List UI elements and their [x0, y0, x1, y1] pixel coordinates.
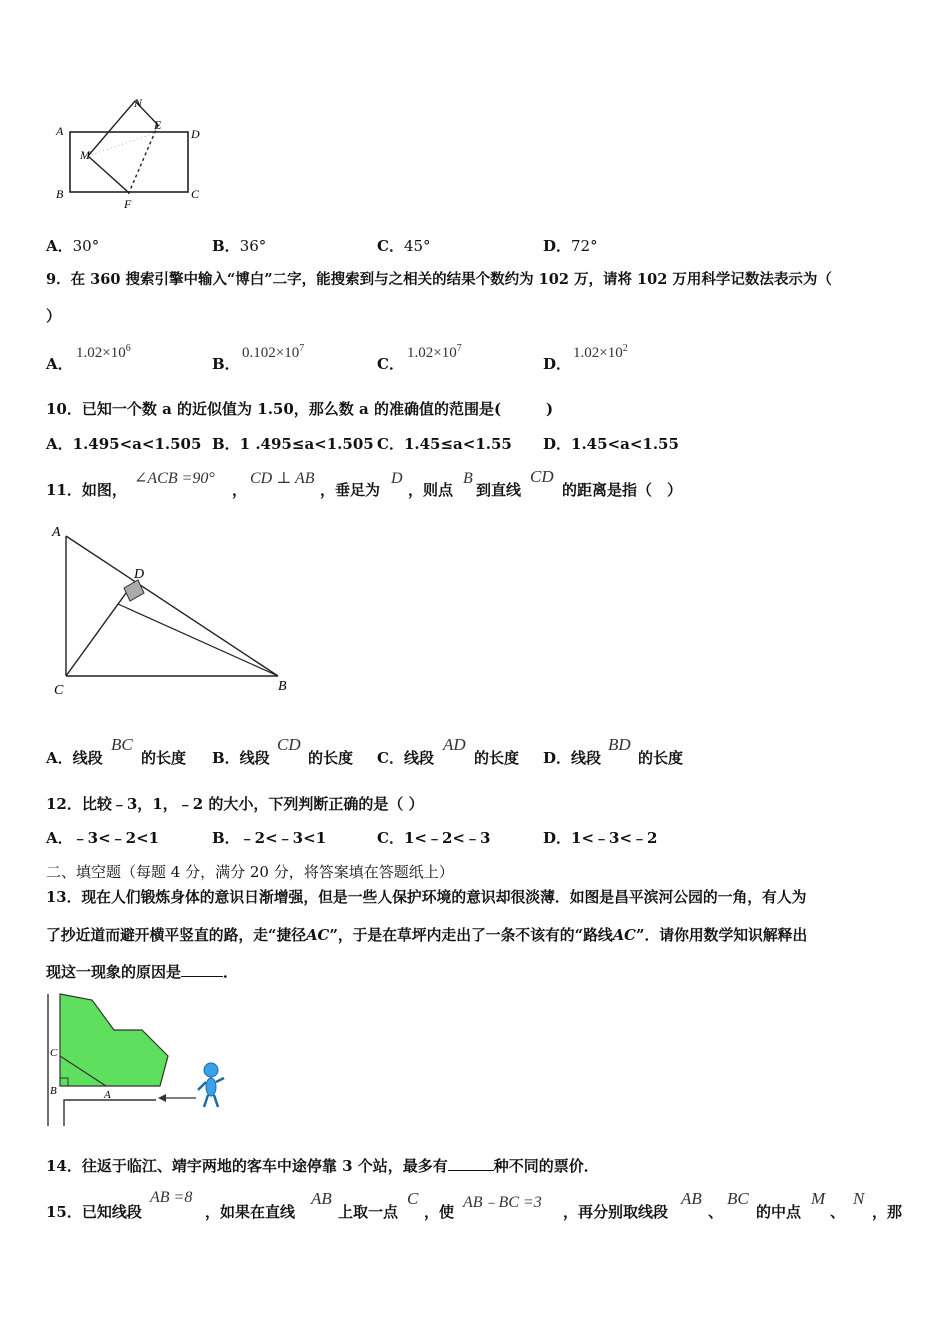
label-a: A [52, 525, 61, 540]
q8-option-a[interactable]: A．30° [46, 237, 100, 255]
label-a: A [56, 124, 64, 138]
label-b: B [50, 1085, 57, 1097]
q12-option-a[interactable]: A．﹣3<﹣2<1 [46, 829, 160, 847]
label-c: C [54, 683, 64, 698]
q10-option-d[interactable]: D．1.45<a<1.55 [543, 435, 679, 453]
q11-option-a-seg: BC [111, 735, 133, 754]
q9-stem: 9．在 360 搜索引擎中输入“博白”二字，能搜索到与之相关的结果个数约为 102 万，请将 102 万用科学记数法表示为（ [46, 271, 832, 288]
q9-option-a-value: $1.02\times 10^6$ [76, 343, 131, 361]
segment-cd [66, 582, 134, 676]
q13-figure [44, 990, 234, 1130]
q11-line-cd: CD [530, 467, 554, 486]
q15-stem-7: ，那 [872, 1203, 903, 1221]
q11-option-c-seg: AD [443, 735, 466, 754]
label-d: D [191, 127, 200, 141]
q13-line-2: 了抄近道而避开横平竖直的路，走“捷径AC”，于是在草坪内走出了一条不该有的“路线AC”．请你用数学知识解释出 [46, 927, 808, 944]
label-n: N [134, 96, 143, 110]
label-m: M [80, 148, 90, 162]
q9-option-c[interactable]: C． [377, 355, 404, 373]
q11-option-c-tail: 的长度 [474, 749, 520, 767]
lawn-area [60, 994, 168, 1086]
q15-stem-5: ，再分别取线段 [563, 1203, 669, 1221]
q10-option-a[interactable]: A．1.495<a<1.505 [46, 435, 202, 453]
q11-perp: CD ⊥ AB [250, 470, 315, 487]
q14-answer-blank[interactable] [448, 1156, 494, 1171]
q11-option-a-tail: 的长度 [141, 749, 187, 767]
q15-stem-4: ，使 [424, 1203, 455, 1221]
q11-comma: ， [232, 481, 248, 499]
q12-option-d[interactable]: D．1<﹣3<﹣2 [543, 829, 658, 847]
q11-stem-4: 到直线 [476, 481, 522, 499]
q15-line-ab: AB [311, 1189, 332, 1208]
q15-equation: AB﹣BC =3 [463, 1194, 542, 1211]
q9-option-c-value: $1.02\times 10^7$ [407, 343, 462, 361]
q15-sep-1: 、 [708, 1203, 724, 1221]
bottom-road-line [64, 1100, 156, 1126]
q15-segment-bc: BC [727, 1189, 749, 1208]
q11-option-c[interactable]: C．线段 [377, 749, 434, 767]
q8-option-d[interactable]: D．72° [543, 237, 598, 255]
q11-stem-5: 的距离是指（ ） [562, 481, 683, 499]
q8-figure [50, 95, 220, 215]
q11-option-b[interactable]: B．线段 [212, 749, 270, 767]
label-c: C [191, 187, 200, 201]
q9-stem-end: ） [46, 307, 62, 325]
q15-point-n: N [853, 1189, 865, 1208]
q15-stem-2: ，如果在直线 [205, 1203, 296, 1221]
segment-b-to-cd [118, 604, 278, 676]
q11-option-d-tail: 的长度 [638, 749, 684, 767]
right-angle-mark [124, 580, 144, 601]
segment-mf [88, 156, 128, 192]
rectangle-abcd [70, 132, 188, 192]
q12-option-c[interactable]: C．1<﹣2<﹣3 [377, 829, 491, 847]
label-f: F [124, 197, 132, 211]
q15-stem-1: 15．已知线段 [46, 1203, 142, 1221]
q10-option-b[interactable]: B．1 .495≤a<1.505 [212, 435, 374, 453]
q15-stem-6: 的中点 [756, 1203, 802, 1221]
label-d: D [134, 567, 145, 582]
q8-option-b[interactable]: B．36° [212, 237, 267, 255]
q11-option-a[interactable]: A．线段 [46, 749, 103, 767]
section-heading-fill-in: 二、填空题（每题 4 分，满分 20 分，将答案填在答题纸上） [46, 863, 454, 881]
label-c: C [50, 1047, 58, 1059]
label-b: B [56, 187, 64, 201]
q12-option-b[interactable]: B．﹣2<﹣3<1 [212, 829, 327, 847]
q11-point-b: B [463, 470, 473, 487]
q11-option-b-seg: CD [277, 735, 301, 754]
dashed-ef [128, 125, 158, 195]
label-a: A [104, 1089, 111, 1101]
q13-line-1: 13．现在人们锻炼身体的意识日渐增强，但是一些人保护环境的意识却很淡薄．如图是昌平滨河公园的一角，有人为 [46, 889, 807, 906]
q11-point-d: D [391, 470, 403, 487]
label-b: B [278, 679, 287, 694]
q11-figure [46, 522, 306, 702]
q11-option-d[interactable]: D．线段 [543, 749, 602, 767]
q8-option-c[interactable]: C．45° [377, 237, 431, 255]
q10-option-c[interactable]: C．1.45≤a<1.55 [377, 435, 512, 453]
q11-stem-3: ，则点 [408, 481, 454, 499]
q9-option-d-value: $1.02\times 10^2$ [573, 343, 628, 361]
q15-stem-3: 上取一点 [338, 1203, 399, 1221]
q11-stem-1: 11．如图， [46, 481, 127, 499]
q11-option-b-tail: 的长度 [308, 749, 354, 767]
q15-segment-ab: AB [681, 1189, 702, 1208]
q9-option-b-value: $0.102\times 10^7$ [242, 343, 305, 361]
q15-ab-eq-8: AB =8 [150, 1189, 193, 1206]
person-icon [198, 1063, 224, 1107]
segment-ab [66, 536, 278, 676]
q9-option-b[interactable]: B． [212, 355, 240, 373]
q9-option-d[interactable]: D． [543, 355, 572, 373]
label-e: E [154, 118, 162, 132]
q15-point-c: C [407, 1189, 419, 1208]
q15-point-m: M [811, 1189, 826, 1208]
arrow-head-icon [158, 1094, 166, 1102]
q11-angle: ∠ACB =90° [134, 470, 215, 487]
q11-option-d-seg: BD [608, 735, 631, 754]
q12-stem: 12．比较﹣3，1，﹣2 的大小，下列判断正确的是（ ） [46, 795, 424, 813]
q9-option-a[interactable]: A． [46, 355, 73, 373]
q14-stem: 14．往返于临江、靖宇两地的客车中途停靠 3 个站，最多有 种不同的票价． [46, 1157, 599, 1175]
q13-answer-blank[interactable] [181, 962, 223, 977]
q10-stem: 10．已知一个数 a 的近似值为 1.50，那么数 a 的准确值的范围是( ) [46, 400, 554, 418]
q11-stem-2: ，垂足为 [320, 481, 381, 499]
q13-line-3: 现这一现象的原因是 ． [46, 963, 239, 981]
q15-sep-2: 、 [830, 1203, 846, 1221]
